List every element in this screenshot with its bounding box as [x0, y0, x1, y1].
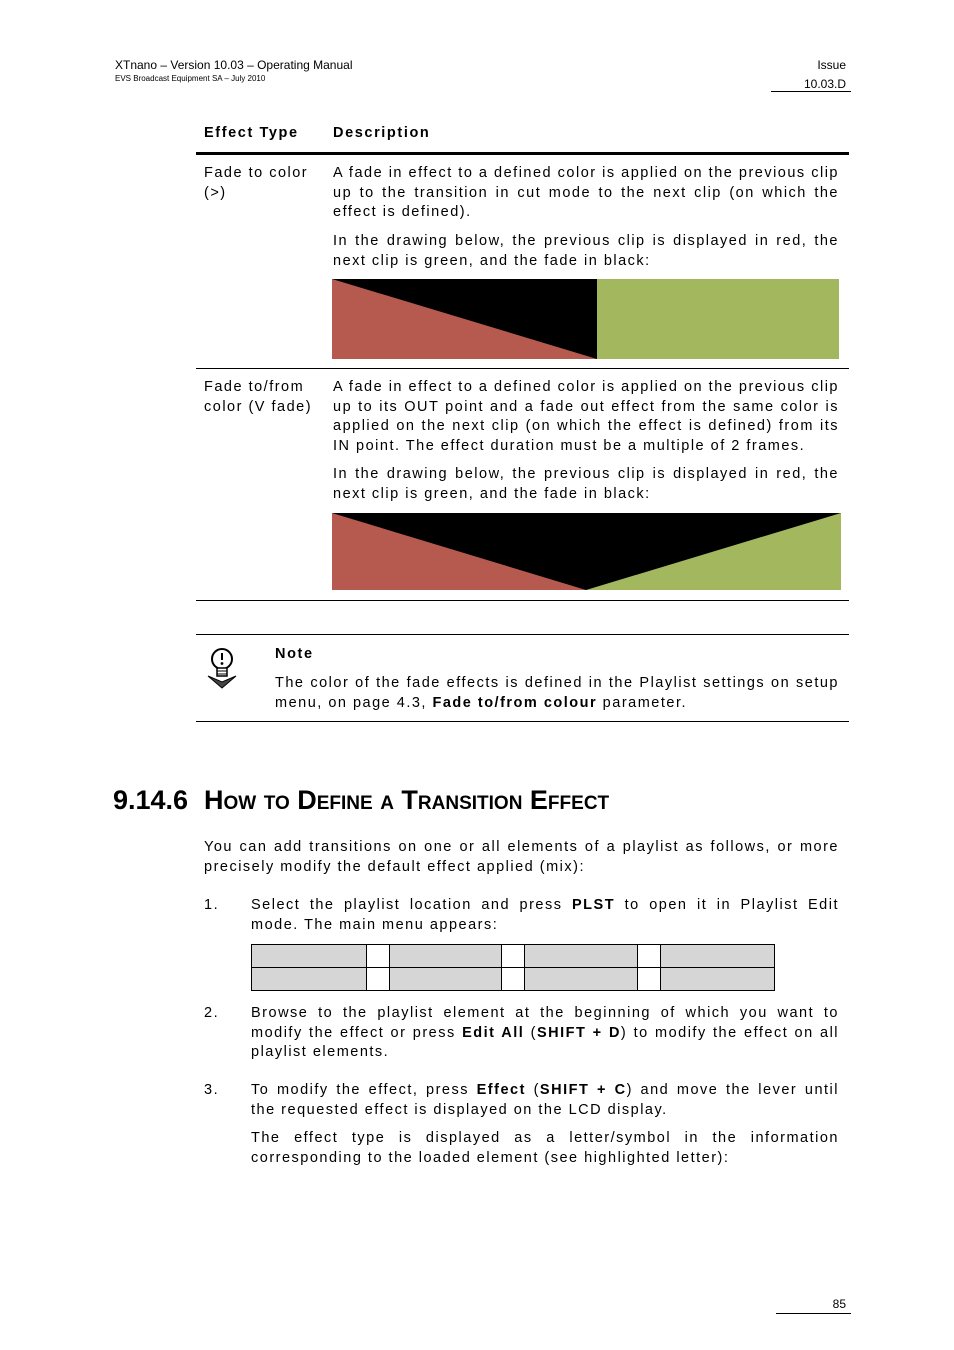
section-intro: You can add transitions on one or all elements of a playlist as follows, or more precisely modify the default effect applied (mix): [204, 839, 839, 875]
step-3-text [251, 1081, 839, 1120]
page-number: 85 [832, 1297, 846, 1311]
menu-cell [367, 945, 390, 968]
step-number: 1. [204, 897, 220, 913]
menu-cell [390, 945, 502, 968]
step-number: 2. [204, 1005, 220, 1021]
step-text-part: ( [524, 1024, 537, 1041]
step-number: 3. [204, 1082, 220, 1098]
table-header-description: Description [333, 125, 431, 141]
note-top-rule [196, 634, 849, 635]
step-text-part: ) and move the lever until the requested effect is displayed on the LCD display. [251, 1082, 839, 1118]
header-company-date: EVS Broadcast Equipment SA – July 2010 [115, 74, 266, 83]
step-2-text [251, 1004, 839, 1063]
step-text-part: To modify the effect, press [251, 1082, 477, 1098]
step-1-text [251, 896, 839, 935]
row2-description-p1: A fade in effect to a defined color is applied on the previous clip up to its OUT point and a fade out effect from the same color is applied on the next clip (on which the effect is defined) from its IN point. The effect duration must be a multiple of 2 frames. [333, 379, 839, 454]
main-menu-lcd-grid [251, 944, 775, 991]
menu-cell [525, 968, 638, 991]
menu-cell [252, 968, 367, 991]
step-text-part: Browse to the playlist element at the beginning of which you want to modify the effect or press [251, 1005, 839, 1041]
menu-cell [367, 968, 390, 991]
table-row [204, 164, 324, 203]
header-doc-title: XTnano – Version 10.03 – Operating Manual [115, 58, 353, 72]
footer-rule [776, 1313, 851, 1314]
effect-type-line2: (>) [204, 184, 227, 201]
step-3-paragraph-2: The effect type is displayed as a letter/symbol in the information corresponding to the loaded element (see highlighted letter): [251, 1130, 839, 1166]
fade-to-color-diagram [332, 279, 839, 359]
section-number: 9.14.6 [113, 785, 189, 815]
effect-type-line2: color (V fade) [204, 398, 313, 415]
section-title: How to Define a Transition Effect [204, 785, 610, 815]
menu-cell [638, 968, 661, 991]
menu-cell [661, 945, 775, 968]
step-text-part: ) to modify the effect on all playlist elements. [251, 1024, 840, 1060]
row2-description-p2: In the drawing below, the previous clip is displayed in red, the next clip is green, and the fade in black: [333, 466, 839, 502]
note-bottom-rule [196, 721, 849, 722]
note-title: Note [275, 646, 314, 662]
effect-type-line1: Fade to/from [204, 379, 305, 395]
header-rule [771, 91, 851, 92]
note-text-part: parameter. [597, 694, 687, 711]
key-plst: PLST [572, 897, 616, 913]
table-header-effect-type: Effect Type [204, 125, 299, 141]
row1-description-p2: In the drawing below, the previous clip is displayed in red, the next clip is green, and the fade in black: [333, 233, 839, 269]
note-text-bold: Fade to/from colour [432, 694, 598, 711]
menu-cell [390, 968, 502, 991]
menu-cell [525, 945, 638, 968]
header-issue-number: 10.03.D [803, 77, 846, 91]
key-effect: Effect [476, 1082, 526, 1098]
note-text [275, 674, 839, 713]
header-issue-label: Issue [817, 58, 846, 72]
effect-type-line1: Fade to color [204, 165, 309, 181]
row1-description-p1: A fade in effect to a defined color is applied on the previous clip up to the transition in cut mode to the next clip (on which the effect is defined). [333, 165, 839, 220]
step-text-part: Select the playlist location and press [251, 897, 573, 913]
note-text-part: The color of the fade effects is defined in the Playlist settings on setup menu, on page 4.3, [275, 675, 839, 711]
menu-cell [638, 945, 661, 968]
next-clip-green [597, 279, 839, 359]
key-shift-d: SHIFT + D [536, 1024, 621, 1041]
note-lightbulb-icon [204, 646, 240, 690]
table-row [204, 378, 329, 417]
menu-cell [502, 945, 525, 968]
table-bottom-rule [196, 600, 849, 601]
row-divider [196, 368, 849, 369]
key-shift-c: SHIFT + C [539, 1082, 627, 1098]
step-text-part: to open it in Playlist Edit mode. The main menu appears: [251, 897, 839, 933]
step-text-part: ( [525, 1082, 540, 1098]
menu-cell [252, 945, 367, 968]
table-header-rule [196, 152, 849, 155]
menu-cell [502, 968, 525, 991]
fade-to-from-color-diagram [332, 513, 841, 590]
menu-cell [661, 968, 775, 991]
key-edit-all: Edit All [462, 1024, 525, 1041]
